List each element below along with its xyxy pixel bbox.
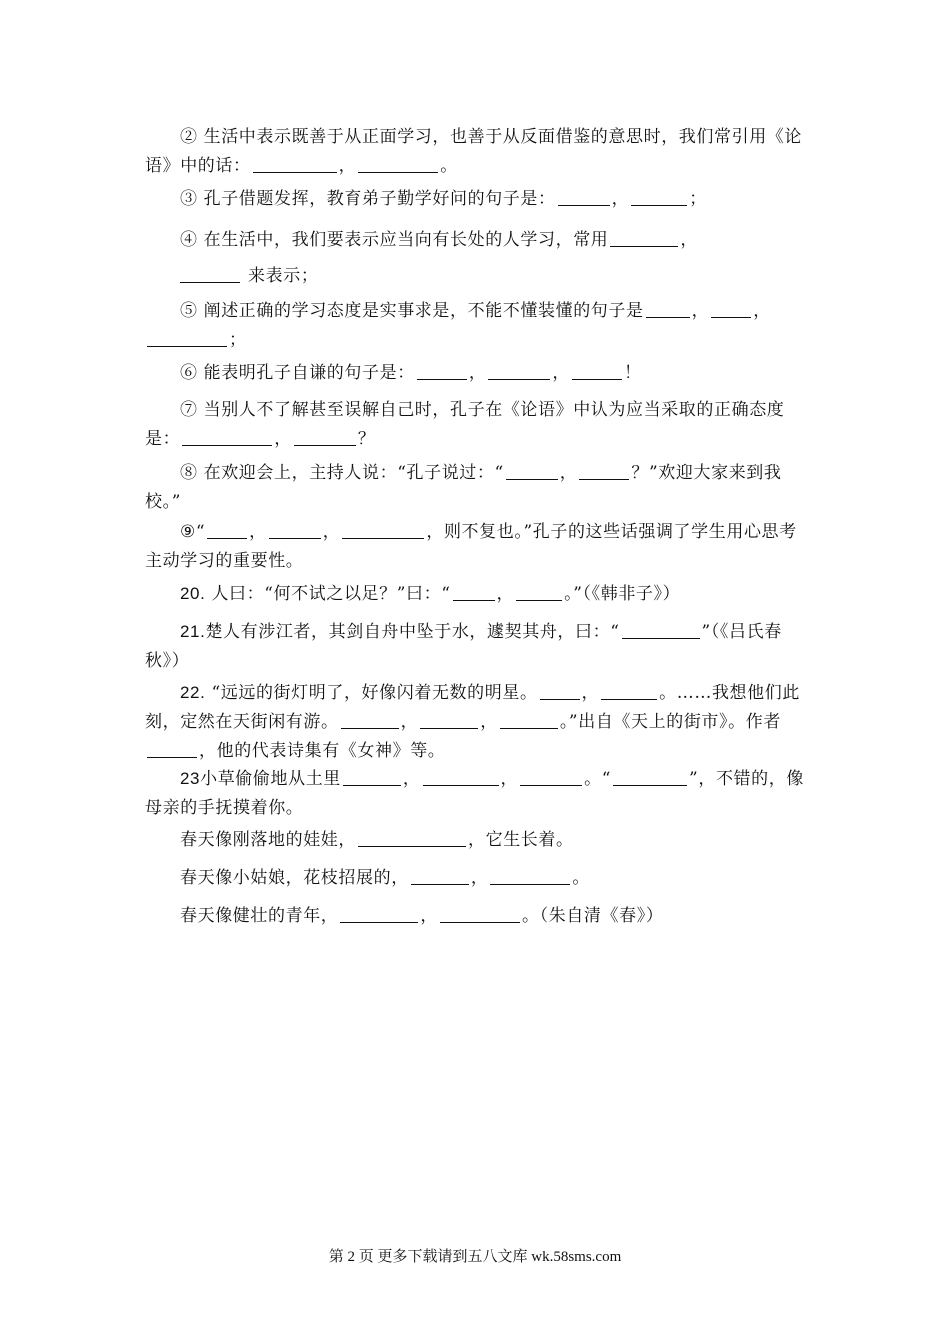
punct: ， (400, 712, 419, 732)
answer-blank[interactable] (646, 300, 690, 318)
answer-blank[interactable] (500, 711, 558, 729)
answer-blank[interactable] (147, 329, 227, 347)
question-number: 23 (180, 769, 201, 788)
item-8 (145, 459, 810, 517)
answer-blank[interactable] (180, 265, 240, 283)
question-20 (145, 579, 810, 609)
punct: ； (689, 189, 707, 209)
question-21 (145, 617, 810, 676)
item-6 (145, 359, 810, 388)
question-23-text: 小草偷偷地从土里 (200, 769, 341, 789)
page-footer: 第 2 页 更多下载请到五八文库 wk.58sms.com (328, 1249, 622, 1265)
spring-line-3-text: 春天像健壮的青年， (180, 906, 339, 926)
punct: ！ (624, 363, 642, 383)
item-5-text: ⑤ 阐述正确的学习态度是实事求是，不能不懂装懂的句子是 (180, 301, 644, 321)
item-7 (145, 396, 810, 454)
item-3 (145, 185, 810, 214)
question-number: 20. (180, 584, 206, 603)
answer-blank[interactable] (358, 829, 466, 847)
punct: ， (249, 522, 267, 542)
punct: ； (229, 330, 247, 350)
punct: ， (496, 584, 515, 604)
answer-blank[interactable] (358, 155, 438, 173)
answer-blank[interactable] (516, 583, 562, 601)
spring-line-1-text: 春天像刚落地的娃娃， (180, 830, 356, 850)
answer-blank[interactable] (490, 867, 570, 885)
item-4-text: ④ 在生活中，我们要表示应当向有长处的人学习，常用 (180, 230, 609, 250)
punct: ， (322, 522, 341, 542)
answer-blank[interactable] (423, 768, 499, 786)
punct: ， (500, 769, 519, 789)
question-23-tail: ”，不错的，像母亲的手抚摸着你。 (145, 769, 804, 818)
punct: ， (470, 868, 489, 888)
spring-line-3 (145, 902, 810, 931)
answer-blank[interactable] (558, 188, 610, 206)
answer-blank[interactable] (540, 682, 580, 700)
punct: ？ (357, 429, 376, 449)
item-5 (145, 297, 810, 355)
punct: ， (680, 230, 699, 250)
item-9-tail: ，则不复也。”孔子的这些话强调了学生用心思考主动学习的重要性。 (145, 522, 797, 571)
question-22-source: 。”出自《天上的街市》。作者 (559, 712, 781, 732)
answer-blank[interactable] (411, 867, 469, 885)
item-7-text: ⑦ 当别人不了解甚至误解自己时，孔子在《论语》中认为应当采取的正确态度是： (145, 400, 785, 449)
answer-blank[interactable] (631, 188, 687, 206)
answer-blank[interactable] (269, 521, 321, 539)
question-22-tail: ，他的代表诗集有《女神》等。 (199, 741, 446, 761)
answer-blank[interactable] (613, 768, 687, 786)
answer-blank[interactable] (488, 362, 550, 380)
spring-line-1-tail: ，它生长着。 (468, 830, 574, 850)
question-23 (145, 764, 810, 823)
punct: ， (753, 301, 771, 321)
question-22-text: “远远的街灯明了，好像闪着无数的明星。 (211, 683, 538, 703)
answer-blank[interactable] (341, 711, 399, 729)
spring-line-1 (145, 826, 810, 855)
punct: ， (611, 189, 630, 209)
question-number: 22. (180, 683, 206, 702)
punct: ， (274, 429, 292, 449)
item-4 (145, 226, 810, 255)
question-20-text: 人曰：“何不试之以足？”曰：“ (211, 584, 451, 604)
punct: ， (402, 769, 421, 789)
question-22-mid: 。……我想他们此刻，定然在天街闲有游。 (145, 683, 800, 732)
item-9 (145, 518, 810, 576)
punct: 。 (440, 156, 458, 176)
answer-blank[interactable] (622, 621, 700, 639)
answer-blank[interactable] (440, 905, 520, 923)
punct: ， (691, 301, 710, 321)
item-3-text: ③ 孔子借题发挥，教育弟子勤学好问的句子是： (180, 189, 556, 209)
item-4-tail: 来表示； (248, 266, 319, 286)
answer-blank[interactable] (343, 768, 401, 786)
punct: ， (468, 363, 487, 383)
answer-blank[interactable] (711, 300, 751, 318)
question-22 (145, 678, 810, 766)
item-2-text: ② 生活中表示既善于从正面学习，也善于从反面借鉴的意思时，我们常引用《论语》中的话： (145, 127, 803, 176)
question-21-tail: ”（《吕氏春秋》） (145, 622, 782, 671)
answer-blank[interactable] (610, 229, 678, 247)
item-8-tail: ？”欢迎大家来到我校。” (145, 463, 782, 512)
punct: 。“ (584, 769, 612, 789)
answer-blank[interactable] (601, 682, 657, 700)
answer-blank[interactable] (342, 521, 424, 539)
spring-line-2 (145, 864, 810, 893)
punct: ， (559, 463, 578, 483)
punct: ， (480, 712, 498, 732)
spring-line-2-text: 春天像小姑娘，花枝招展的， (180, 868, 409, 888)
item-2 (145, 123, 810, 181)
answer-blank[interactable] (579, 462, 629, 480)
answer-blank[interactable] (253, 155, 337, 173)
answer-blank[interactable] (420, 711, 478, 729)
answer-blank[interactable] (294, 428, 356, 446)
question-number: 21. (180, 622, 206, 641)
answer-blank[interactable] (340, 905, 418, 923)
answer-blank[interactable] (572, 362, 622, 380)
question-20-tail: 。”（《韩非子》） (564, 584, 681, 604)
answer-blank[interactable] (506, 462, 558, 480)
punct: ， (420, 906, 439, 926)
punct: ， (581, 683, 600, 703)
item-6-text: ⑥ 能表明孔子自谦的句子是： (180, 363, 415, 383)
answer-blank[interactable] (417, 362, 467, 380)
answer-blank[interactable] (147, 740, 197, 758)
answer-blank[interactable] (520, 768, 582, 786)
item-4-cont (145, 262, 810, 291)
punct: 。 (572, 868, 591, 888)
answer-blank[interactable] (182, 428, 272, 446)
question-21-text: 楚人有涉江者，其剑自舟中坠于水，遽契其舟，曰：“ (205, 622, 620, 642)
punct: ， (338, 156, 357, 176)
spring-line-3-tail: 。（朱自清《春》） (522, 906, 664, 926)
item-9-text: ⑨“ (180, 522, 206, 542)
punct: ， (552, 363, 571, 383)
item-8-text: ⑧ 在欢迎会上，主持人说：“孔子说过：“ (180, 463, 504, 483)
answer-blank[interactable] (453, 583, 495, 601)
answer-blank[interactable] (207, 521, 247, 539)
